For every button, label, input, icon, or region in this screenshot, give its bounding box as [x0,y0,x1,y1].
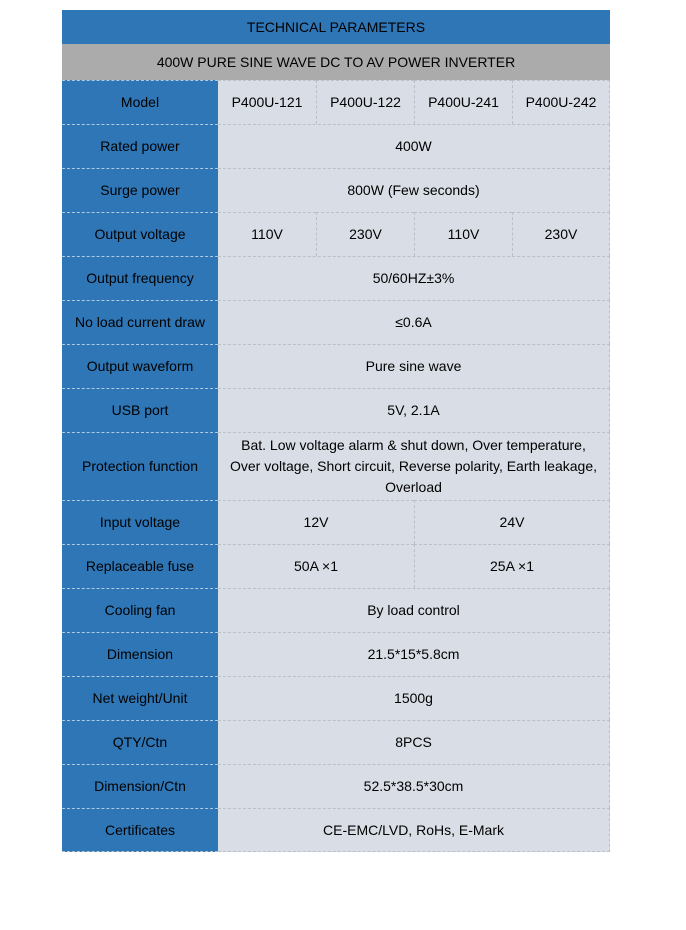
table-row [62,432,610,500]
value-cell: P400U-121 [218,80,316,124]
value-cell: 52.5*38.5*30cm [218,764,610,808]
value-cell: CE-EMC/LVD, RoHs, E-Mark [218,808,610,852]
table-row [62,676,610,720]
value-cell: 1500g [218,676,610,720]
row-label: Model [62,80,218,124]
row-label: Rated power [62,124,218,168]
table-row [62,300,610,344]
value-cell: 25A ×1 [414,544,610,588]
table-row [62,212,610,256]
table-row [62,500,610,544]
row-label: Net weight/Unit [62,676,218,720]
row-label: Replaceable fuse [62,544,218,588]
table-title: TECHNICAL PARAMETERS [62,10,610,44]
value-cell: 8PCS [218,720,610,764]
value-cell: 5V, 2.1A [218,388,610,432]
value-cell: Bat. Low voltage alarm & shut down, Over temperature, Over voltage, Short circuit, Reverse polarity, Earth leakage, Overload [218,432,610,500]
table-row [62,808,610,852]
row-label: Dimension [62,632,218,676]
table-row [62,80,610,124]
spec-table [62,10,610,852]
row-label: Dimension/Ctn [62,764,218,808]
value-cell: 21.5*15*5.8cm [218,632,610,676]
row-label: Output waveform [62,344,218,388]
table-subtitle: 400W PURE SINE WAVE DC TO AV POWER INVERTER [62,44,610,80]
table-row [62,344,610,388]
value-cell: P400U-242 [512,80,610,124]
table-row [62,168,610,212]
row-label: Certificates [62,808,218,852]
value-cell: P400U-122 [316,80,414,124]
value-cell: 230V [512,212,610,256]
value-cell: ≤0.6A [218,300,610,344]
value-cell: P400U-241 [414,80,512,124]
table-row [62,256,610,300]
value-cell: 400W [218,124,610,168]
table-row [62,124,610,168]
row-label: Surge power [62,168,218,212]
table-row [62,388,610,432]
value-cell: 230V [316,212,414,256]
value-cell: 24V [414,500,610,544]
row-label: No load current draw [62,300,218,344]
row-label: USB port [62,388,218,432]
table-row [62,632,610,676]
row-label: Output frequency [62,256,218,300]
table-row [62,544,610,588]
value-cell: 800W (Few seconds) [218,168,610,212]
table-row [62,720,610,764]
value-cell: 50/60HZ±3% [218,256,610,300]
row-label: QTY/Ctn [62,720,218,764]
value-cell: 110V [414,212,512,256]
value-cell: By load control [218,588,610,632]
row-label: Protection function [62,432,218,500]
row-label: Input voltage [62,500,218,544]
table-row [62,588,610,632]
table-row [62,764,610,808]
row-label: Cooling fan [62,588,218,632]
value-cell: Pure sine wave [218,344,610,388]
value-cell: 12V [218,500,414,544]
value-cell: 50A ×1 [218,544,414,588]
value-cell: 110V [218,212,316,256]
row-label: Output voltage [62,212,218,256]
